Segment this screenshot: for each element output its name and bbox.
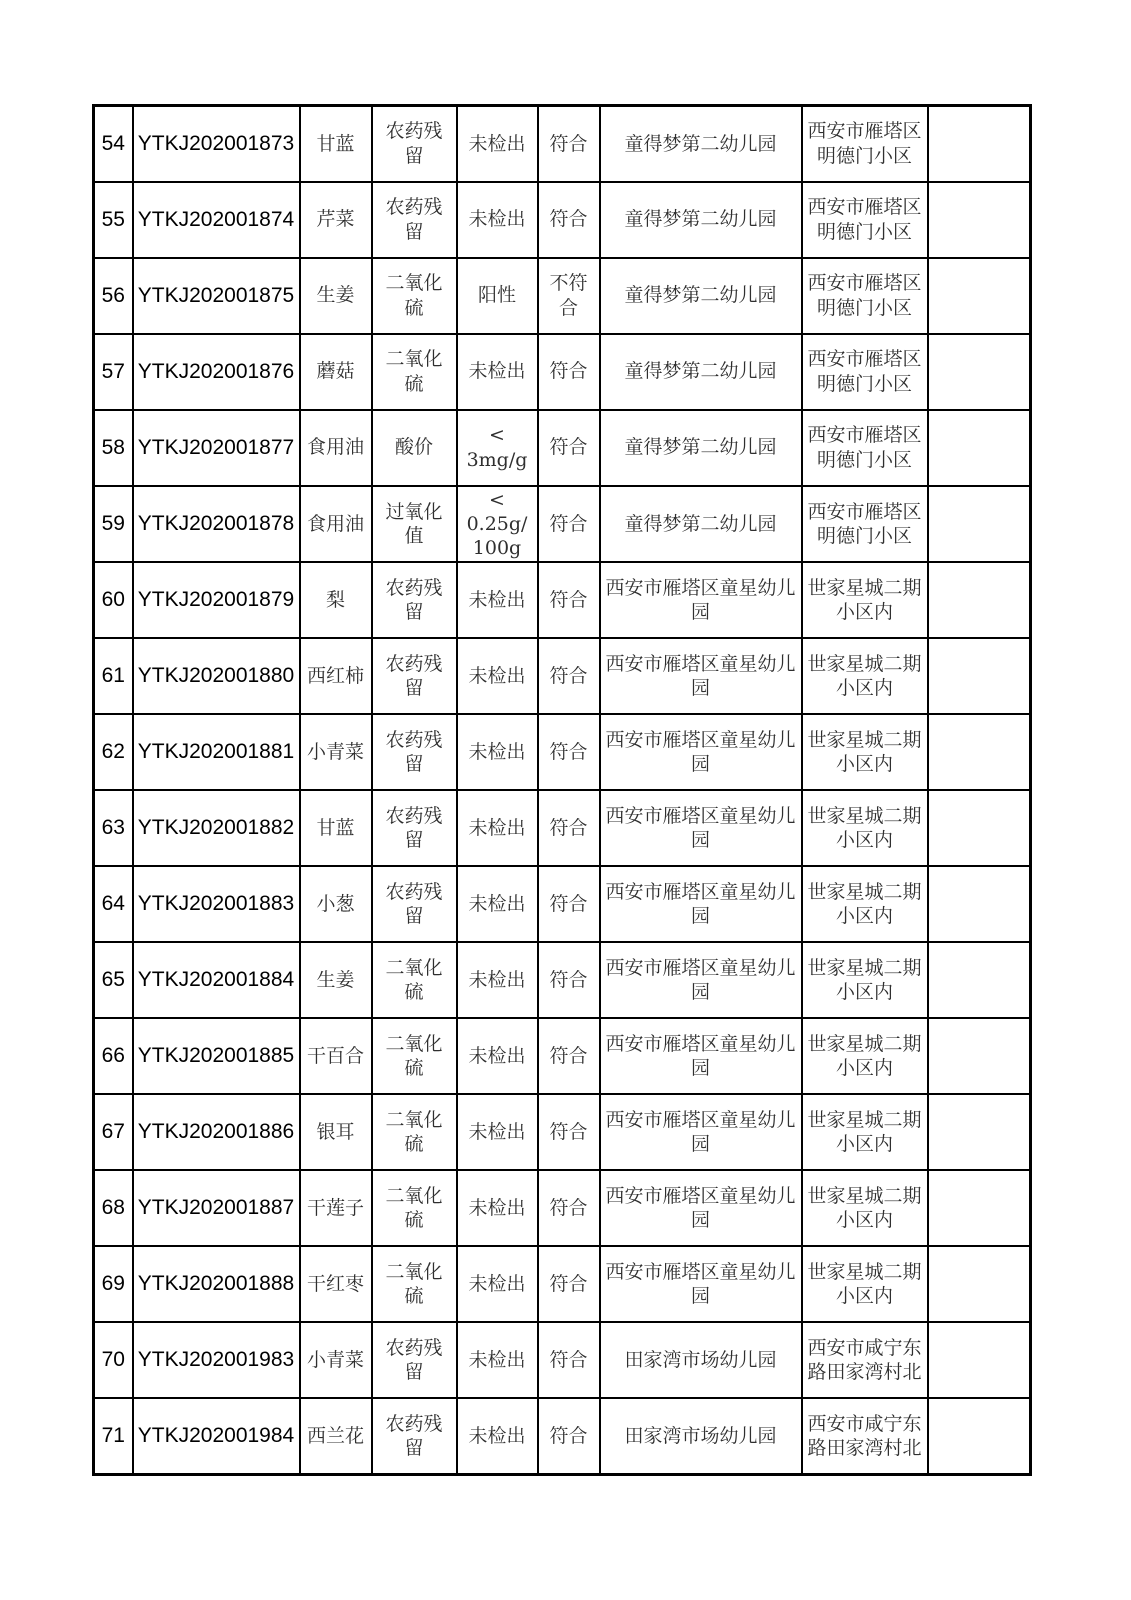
cell-sample-name: 西兰花: [300, 1398, 372, 1474]
cell-sample-id: YTKJ202001888: [133, 1246, 300, 1322]
cell-row-number: 60: [94, 562, 133, 638]
cell-site-address: 西安市雁塔区明德门小区: [802, 182, 928, 258]
cell-test-result: 未检出: [457, 790, 538, 866]
cell-remark: [928, 1094, 1031, 1170]
table-row: [94, 942, 1031, 1018]
cell-conclusion: 符合: [538, 790, 600, 866]
cell-test-result: < 3mg/g: [457, 410, 538, 486]
cell-remark: [928, 714, 1031, 790]
cell-row-number: 58: [94, 410, 133, 486]
cell-row-number: 55: [94, 182, 133, 258]
cell-sample-id: YTKJ202001883: [133, 866, 300, 942]
table-row: [94, 486, 1031, 563]
table-row: [94, 410, 1031, 486]
cell-row-number: 65: [94, 942, 133, 1018]
cell-conclusion: 符合: [538, 1018, 600, 1094]
cell-conclusion: 符合: [538, 638, 600, 714]
cell-sampling-site: 西安市雁塔区童星幼儿园: [600, 1018, 802, 1094]
cell-conclusion: 不符合: [538, 258, 600, 334]
cell-site-address: 世家星城二期小区内: [802, 1170, 928, 1246]
cell-site-address: 世家星城二期小区内: [802, 714, 928, 790]
cell-test-item: 二氧化硫: [372, 942, 457, 1018]
cell-sample-id: YTKJ202001983: [133, 1322, 300, 1398]
cell-sample-name: 干莲子: [300, 1170, 372, 1246]
cell-conclusion: 符合: [538, 562, 600, 638]
cell-sampling-site: 童得梦第二幼儿园: [600, 486, 802, 563]
cell-remark: [928, 334, 1031, 410]
cell-sample-id: YTKJ202001880: [133, 638, 300, 714]
cell-sample-name: 小青菜: [300, 714, 372, 790]
cell-row-number: 57: [94, 334, 133, 410]
cell-sample-id: YTKJ202001882: [133, 790, 300, 866]
cell-test-item: 农药残留: [372, 562, 457, 638]
cell-test-result: 未检出: [457, 866, 538, 942]
cell-site-address: 西安市雁塔区明德门小区: [802, 106, 928, 182]
cell-sample-name: 干红枣: [300, 1246, 372, 1322]
cell-site-address: 西安市咸宁东路田家湾村北: [802, 1322, 928, 1398]
cell-sample-name: 生姜: [300, 258, 372, 334]
cell-site-address: 世家星城二期小区内: [802, 1246, 928, 1322]
cell-row-number: 67: [94, 1094, 133, 1170]
cell-site-address: 世家星城二期小区内: [802, 790, 928, 866]
cell-sample-id: YTKJ202001984: [133, 1398, 300, 1474]
cell-sampling-site: 西安市雁塔区童星幼儿园: [600, 942, 802, 1018]
cell-test-result: 未检出: [457, 1018, 538, 1094]
cell-test-result: 未检出: [457, 1094, 538, 1170]
cell-site-address: 西安市雁塔区明德门小区: [802, 410, 928, 486]
cell-row-number: 70: [94, 1322, 133, 1398]
cell-site-address: 世家星城二期小区内: [802, 1094, 928, 1170]
cell-conclusion: 符合: [538, 866, 600, 942]
cell-sampling-site: 西安市雁塔区童星幼儿园: [600, 1170, 802, 1246]
cell-remark: [928, 942, 1031, 1018]
cell-sample-name: 梨: [300, 562, 372, 638]
cell-sampling-site: 童得梦第二幼儿园: [600, 410, 802, 486]
cell-conclusion: 符合: [538, 106, 600, 182]
cell-sample-id: YTKJ202001879: [133, 562, 300, 638]
cell-remark: [928, 1170, 1031, 1246]
cell-sample-id: YTKJ202001878: [133, 486, 300, 563]
cell-sampling-site: 西安市雁塔区童星幼儿园: [600, 866, 802, 942]
cell-test-item: 二氧化硫: [372, 1094, 457, 1170]
cell-site-address: 世家星城二期小区内: [802, 942, 928, 1018]
cell-sample-name: 芹菜: [300, 182, 372, 258]
table-row: [94, 562, 1031, 638]
cell-sampling-site: 西安市雁塔区童星幼儿园: [600, 1094, 802, 1170]
table-row: [94, 1170, 1031, 1246]
cell-sample-id: YTKJ202001886: [133, 1094, 300, 1170]
cell-sampling-site: 童得梦第二幼儿园: [600, 182, 802, 258]
cell-site-address: 世家星城二期小区内: [802, 866, 928, 942]
cell-sample-id: YTKJ202001875: [133, 258, 300, 334]
cell-conclusion: 符合: [538, 182, 600, 258]
cell-test-item: 酸价: [372, 410, 457, 486]
cell-test-result: 未检出: [457, 334, 538, 410]
cell-test-item: 二氧化硫: [372, 1018, 457, 1094]
cell-remark: [928, 562, 1031, 638]
table-row: [94, 106, 1031, 182]
cell-remark: [928, 1246, 1031, 1322]
cell-sample-name: 甘蓝: [300, 790, 372, 866]
cell-row-number: 64: [94, 866, 133, 942]
cell-remark: [928, 182, 1031, 258]
cell-site-address: 世家星城二期小区内: [802, 1018, 928, 1094]
table-row: [94, 182, 1031, 258]
table-row: [94, 790, 1031, 866]
cell-test-item: 农药残留: [372, 866, 457, 942]
cell-conclusion: 符合: [538, 410, 600, 486]
cell-test-item: 二氧化硫: [372, 1246, 457, 1322]
cell-test-result: 未检出: [457, 1322, 538, 1398]
cell-sample-id: YTKJ202001876: [133, 334, 300, 410]
cell-site-address: 世家星城二期小区内: [802, 562, 928, 638]
cell-sample-id: YTKJ202001887: [133, 1170, 300, 1246]
cell-test-result: 未检出: [457, 638, 538, 714]
cell-remark: [928, 258, 1031, 334]
cell-row-number: 59: [94, 486, 133, 563]
cell-remark: [928, 1018, 1031, 1094]
cell-conclusion: 符合: [538, 486, 600, 563]
cell-sample-id: YTKJ202001884: [133, 942, 300, 1018]
cell-remark: [928, 866, 1031, 942]
table-row: [94, 714, 1031, 790]
cell-test-item: 农药残留: [372, 790, 457, 866]
cell-test-item: 农药残留: [372, 714, 457, 790]
cell-test-result: < 0.25g/ 100g: [457, 486, 538, 563]
cell-test-result: 未检出: [457, 1398, 538, 1474]
cell-test-item: 农药残留: [372, 182, 457, 258]
table-row: [94, 258, 1031, 334]
cell-sample-id: YTKJ202001881: [133, 714, 300, 790]
cell-sample-name: 银耳: [300, 1094, 372, 1170]
cell-conclusion: 符合: [538, 1170, 600, 1246]
cell-sampling-site: 西安市雁塔区童星幼儿园: [600, 1246, 802, 1322]
cell-conclusion: 符合: [538, 1322, 600, 1398]
table-row: [94, 1246, 1031, 1322]
cell-test-item: 二氧化硫: [372, 334, 457, 410]
cell-remark: [928, 1322, 1031, 1398]
cell-test-item: 过氧化值: [372, 486, 457, 563]
cell-row-number: 66: [94, 1018, 133, 1094]
cell-site-address: 西安市雁塔区明德门小区: [802, 334, 928, 410]
cell-remark: [928, 410, 1031, 486]
cell-sampling-site: 童得梦第二幼儿园: [600, 258, 802, 334]
cell-test-result: 未检出: [457, 942, 538, 1018]
cell-remark: [928, 790, 1031, 866]
cell-test-result: 未检出: [457, 714, 538, 790]
cell-site-address: 西安市雁塔区明德门小区: [802, 258, 928, 334]
cell-sampling-site: 西安市雁塔区童星幼儿园: [600, 638, 802, 714]
cell-remark: [928, 638, 1031, 714]
cell-conclusion: 符合: [538, 1246, 600, 1322]
cell-test-item: 农药残留: [372, 638, 457, 714]
cell-sampling-site: 童得梦第二幼儿园: [600, 334, 802, 410]
table-row: [94, 1322, 1031, 1398]
cell-row-number: 54: [94, 106, 133, 182]
table-row: [94, 1018, 1031, 1094]
test-results-table: [92, 104, 1032, 1476]
cell-row-number: 61: [94, 638, 133, 714]
cell-row-number: 69: [94, 1246, 133, 1322]
cell-row-number: 68: [94, 1170, 133, 1246]
cell-sample-id: YTKJ202001885: [133, 1018, 300, 1094]
cell-sample-name: 食用油: [300, 410, 372, 486]
cell-test-item: 农药残留: [372, 1322, 457, 1398]
cell-conclusion: 符合: [538, 334, 600, 410]
cell-sample-name: 小葱: [300, 866, 372, 942]
cell-sampling-site: 童得梦第二幼儿园: [600, 106, 802, 182]
cell-test-result: 未检出: [457, 562, 538, 638]
cell-sample-id: YTKJ202001877: [133, 410, 300, 486]
cell-sample-name: 小青菜: [300, 1322, 372, 1398]
results-table-body: [94, 106, 1031, 1475]
cell-sample-id: YTKJ202001873: [133, 106, 300, 182]
cell-row-number: 63: [94, 790, 133, 866]
cell-sampling-site: 西安市雁塔区童星幼儿园: [600, 714, 802, 790]
cell-sample-name: 蘑菇: [300, 334, 372, 410]
cell-test-item: 农药残留: [372, 1398, 457, 1474]
cell-remark: [928, 106, 1031, 182]
cell-sample-name: 西红柿: [300, 638, 372, 714]
table-row: [94, 334, 1031, 410]
cell-sample-name: 生姜: [300, 942, 372, 1018]
document-page: [92, 104, 1032, 1476]
cell-test-result: 未检出: [457, 182, 538, 258]
cell-sampling-site: 西安市雁塔区童星幼儿园: [600, 790, 802, 866]
table-row: [94, 638, 1031, 714]
cell-conclusion: 符合: [538, 1094, 600, 1170]
cell-test-item: 二氧化硫: [372, 1170, 457, 1246]
cell-site-address: 世家星城二期小区内: [802, 638, 928, 714]
cell-conclusion: 符合: [538, 714, 600, 790]
cell-sample-id: YTKJ202001874: [133, 182, 300, 258]
cell-sample-name: 食用油: [300, 486, 372, 563]
cell-sampling-site: 田家湾市场幼儿园: [600, 1322, 802, 1398]
cell-sampling-site: 田家湾市场幼儿园: [600, 1398, 802, 1474]
cell-conclusion: 符合: [538, 942, 600, 1018]
cell-test-item: 二氧化硫: [372, 258, 457, 334]
cell-row-number: 62: [94, 714, 133, 790]
cell-sampling-site: 西安市雁塔区童星幼儿园: [600, 562, 802, 638]
cell-site-address: 西安市咸宁东路田家湾村北: [802, 1398, 928, 1474]
cell-site-address: 西安市雁塔区明德门小区: [802, 486, 928, 563]
table-row: [94, 1094, 1031, 1170]
cell-sample-name: 干百合: [300, 1018, 372, 1094]
cell-sample-name: 甘蓝: [300, 106, 372, 182]
cell-row-number: 56: [94, 258, 133, 334]
cell-test-result: 未检出: [457, 1246, 538, 1322]
cell-test-result: 阳性: [457, 258, 538, 334]
cell-remark: [928, 1398, 1031, 1474]
cell-row-number: 71: [94, 1398, 133, 1474]
table-row: [94, 866, 1031, 942]
cell-conclusion: 符合: [538, 1398, 600, 1474]
cell-remark: [928, 486, 1031, 563]
cell-test-result: 未检出: [457, 1170, 538, 1246]
cell-test-result: 未检出: [457, 106, 538, 182]
cell-test-item: 农药残留: [372, 106, 457, 182]
table-row: [94, 1398, 1031, 1474]
